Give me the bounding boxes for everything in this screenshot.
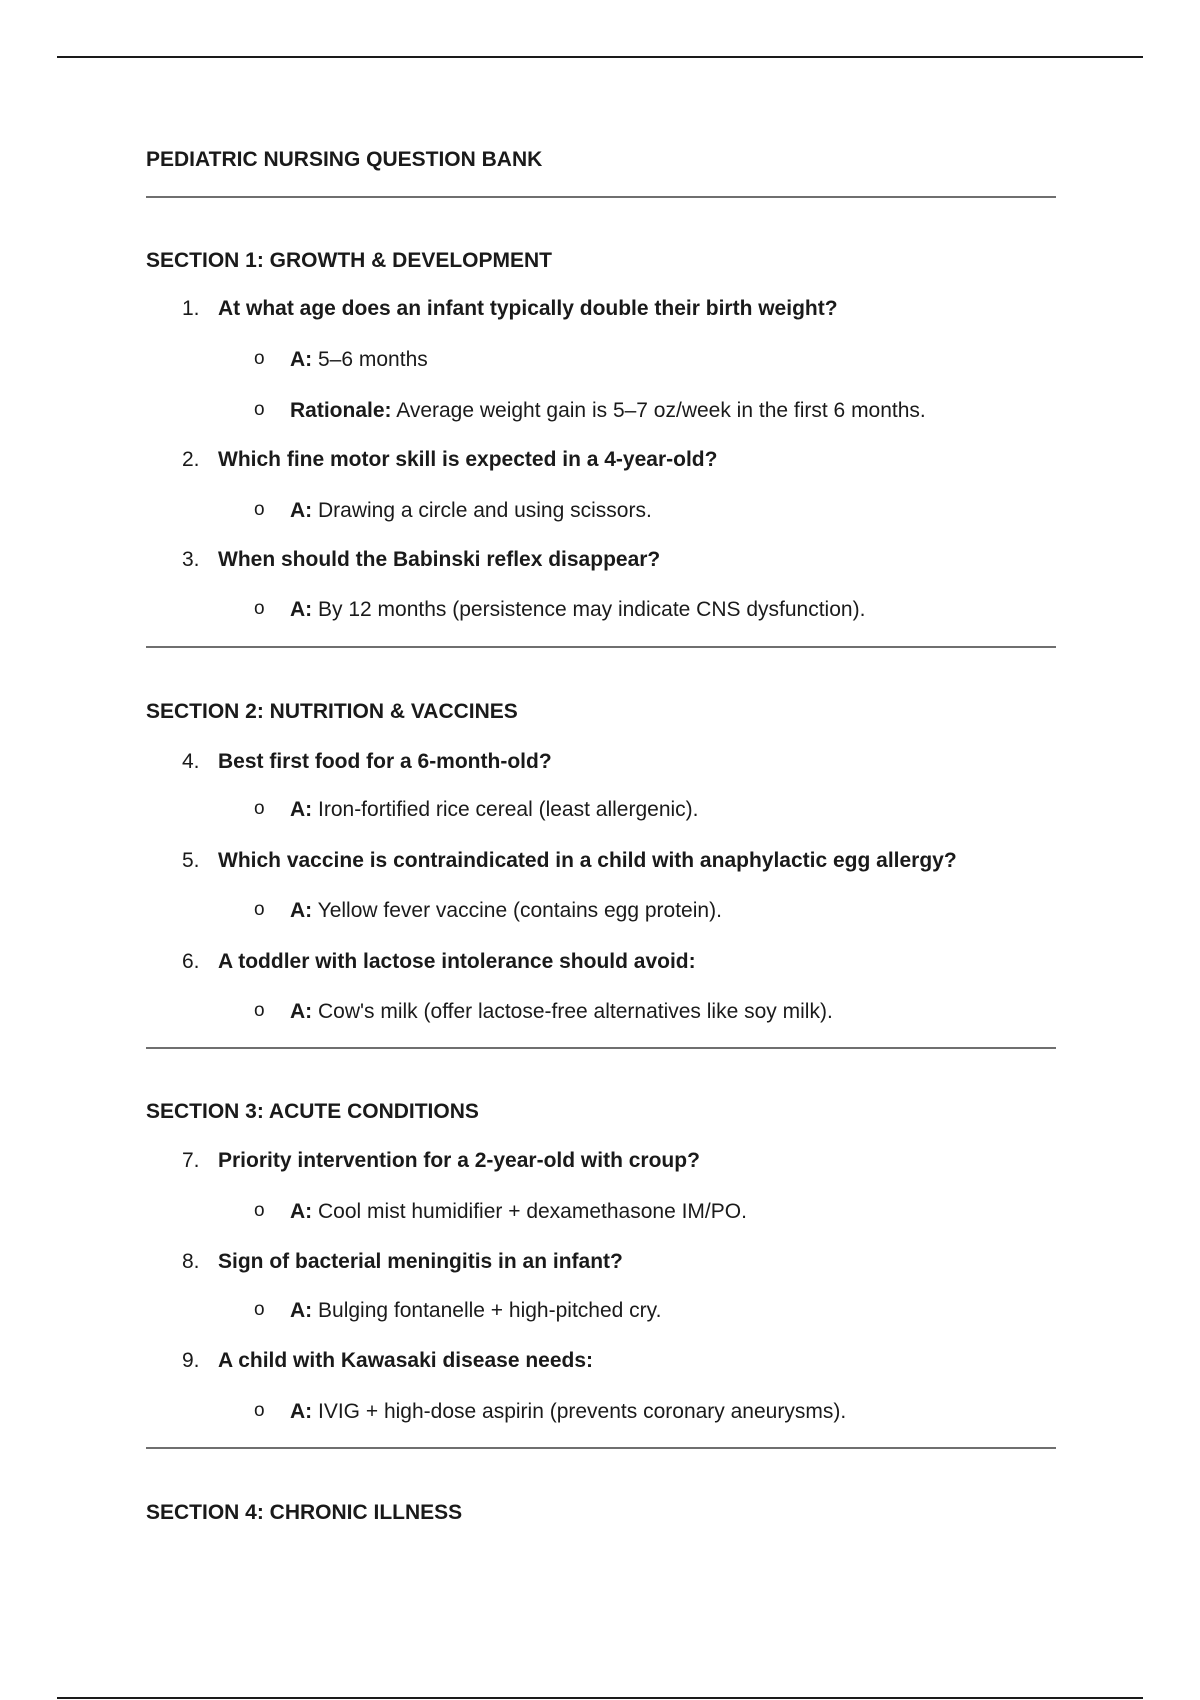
question-number: 2. [182,448,200,471]
answer-label: A: [290,899,313,922]
question-number: 3. [182,548,200,571]
answer-label: A: [290,598,313,621]
answer-text: Bulging fontanelle + high-pitched cry. [312,1299,662,1322]
answer-label: A: [290,798,313,821]
answer-text: By 12 months (persistence may indicate CNS dysfunction). [312,598,866,621]
section-title: SECTION 4: CHRONIC ILLNESS [146,1501,463,1524]
bullet-icon: o [254,899,265,920]
answer-text: Cool mist humidifier + dexamethasone IM/PO. [312,1200,747,1223]
question-text: Which vaccine is contraindicated in a child with anaphylactic egg allergy? [218,849,957,872]
question-number: 9. [182,1349,200,1372]
page-footer-rule [57,1697,1143,1699]
bullet-icon: o [254,399,265,420]
title-divider [146,196,1056,198]
page-header-rule [57,56,1143,58]
answer-text: 5–6 months [312,348,428,371]
question-number: 6. [182,950,200,973]
answer-text: Iron-fortified rice cereal (least allergenic). [312,798,699,821]
answer-text: Yellow fever vaccine (contains egg protein). [312,899,722,922]
answer-text: Drawing a circle and using scissors. [312,499,652,522]
answer-label: A: [290,1299,313,1322]
bullet-icon: o [254,598,265,619]
answer-label: A: [290,348,313,371]
section-title: SECTION 1: GROWTH & DEVELOPMENT [146,249,553,272]
question-text: At what age does an infant typically double their birth weight? [218,297,838,320]
answer-label: A: [290,1400,313,1423]
rationale-text: Average weight gain is 5–7 oz/week in the first 6 months. [391,399,926,422]
bullet-icon: o [254,348,265,369]
question-text: Priority intervention for a 2-year-old with croup? [218,1149,700,1172]
answer-label: A: [290,1000,313,1023]
bullet-icon: o [254,499,265,520]
bullet-icon: o [254,1200,265,1221]
section-divider [146,646,1056,648]
bullet-icon: o [254,1299,265,1320]
document-title: PEDIATRIC NURSING QUESTION BANK [146,148,543,171]
question-number: 8. [182,1250,200,1273]
question-text: When should the Babinski reflex disappear? [218,548,661,571]
answer-text: IVIG + high-dose aspirin (prevents coronary aneurysms). [312,1400,847,1423]
question-text: A child with Kawasaki disease needs: [218,1349,594,1372]
section-divider [146,1047,1056,1049]
answer-label: A: [290,499,313,522]
question-text: Best first food for a 6-month-old? [218,750,552,773]
question-number: 5. [182,849,200,872]
bullet-icon: o [254,1400,265,1421]
answer-label: A: [290,1200,313,1223]
answer-text: Cow's milk (offer lactose-free alternatives like soy milk). [312,1000,833,1023]
question-text: A toddler with lactose intolerance should avoid: [218,950,696,973]
question-number: 4. [182,750,200,773]
question-number: 1. [182,297,200,320]
question-text: Sign of bacterial meningitis in an infant? [218,1250,623,1273]
section-title: SECTION 2: NUTRITION & VACCINES [146,700,518,723]
bullet-icon: o [254,1000,265,1021]
section-title: SECTION 3: ACUTE CONDITIONS [146,1100,479,1123]
section-divider [146,1447,1056,1449]
question-text: Which fine motor skill is expected in a 4-year-old? [218,448,718,471]
question-number: 7. [182,1149,200,1172]
bullet-icon: o [254,798,265,819]
rationale-label: Rationale: [290,399,392,422]
